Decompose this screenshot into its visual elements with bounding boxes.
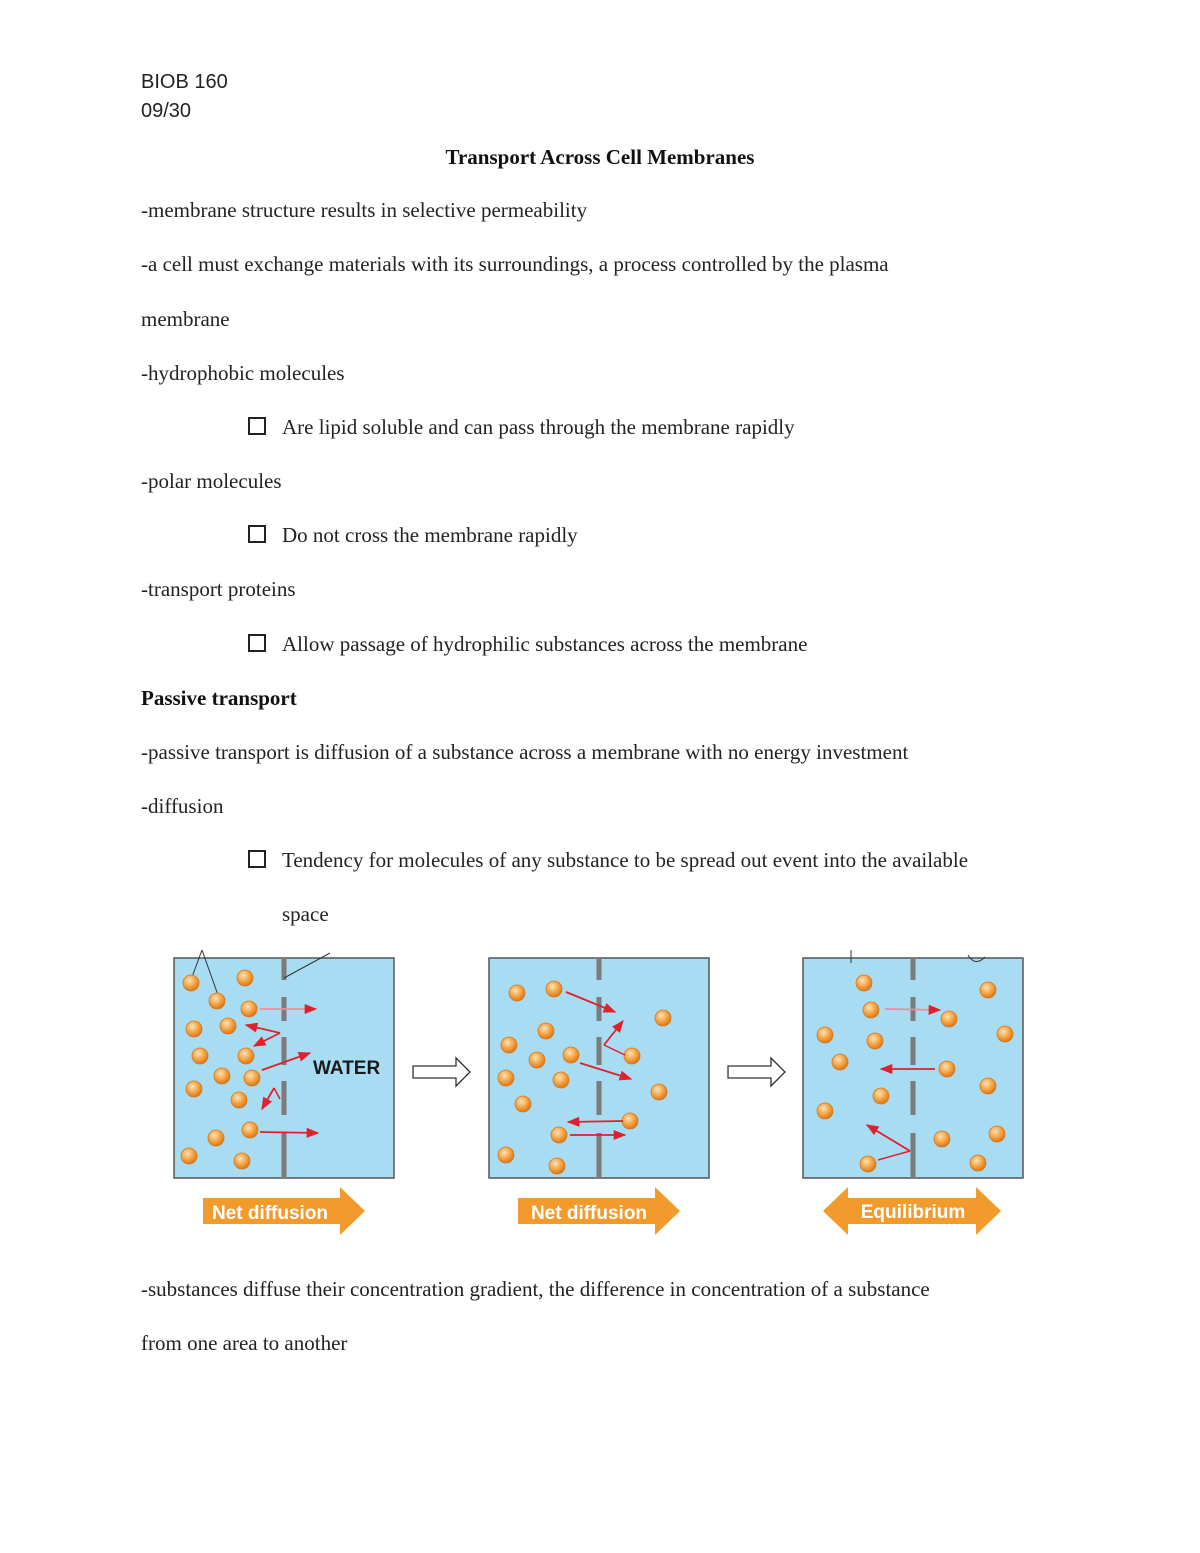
checkbox-bullet-icon (248, 525, 266, 543)
water-label: WATER (313, 1058, 381, 1079)
note-line: -substances diffuse their concentration gradient, the difference in concentration of a substance (141, 1277, 930, 1301)
course-code: BIOB 160 (141, 71, 228, 93)
page-title: Transport Across Cell Membranes (445, 145, 755, 169)
panel-initial (174, 950, 394, 1178)
note-line: -diffusion (141, 794, 224, 818)
transition-arrow-icon (413, 1058, 470, 1086)
bullet-item (248, 632, 807, 657)
bullet-text: Do not cross the membrane rapidly (282, 523, 578, 547)
note-line: -membrane structure results in selective permeability (141, 198, 588, 222)
note-date: 09/30 (141, 100, 192, 122)
panel-intermediate (489, 958, 709, 1178)
checkbox-bullet-icon (248, 417, 266, 435)
net-diffusion-arrow-2 (518, 1187, 680, 1235)
note-line: -a cell must exchange materials with its surroundings, a process controlled by the plasma (141, 252, 889, 276)
bullet-continuation: space (282, 902, 329, 926)
bullet-text: Allow passage of hydrophilic substances across the membrane (282, 632, 808, 656)
bullet-text: Tendency for molecules of any substance to be spread out event into the available (282, 848, 969, 872)
diffusion-figure (170, 945, 1030, 1245)
net-diffusion-label: Net diffusion (530, 1203, 648, 1224)
checkbox-bullet-icon (248, 850, 266, 868)
note-line: -passive transport is diffusion of a substance across a membrane with no energy investment (141, 740, 909, 764)
bullet-item (248, 848, 968, 873)
bullet-item (248, 523, 578, 548)
note-line: -polar molecules (141, 469, 282, 493)
section-heading: Passive transport (141, 686, 297, 710)
checkbox-bullet-icon (248, 634, 266, 652)
net-diffusion-label: Net diffusion (211, 1203, 329, 1224)
panel-equilibrium (803, 950, 1023, 1178)
equilibrium-label: Equilibrium (860, 1202, 966, 1223)
bullet-text: Are lipid soluble and can pass through the membrane rapidly (282, 415, 795, 439)
transition-arrow-icon (728, 1058, 785, 1086)
note-line: membrane (141, 307, 230, 331)
note-line: -hydrophobic molecules (141, 361, 345, 385)
note-line: -transport proteins (141, 577, 296, 601)
bullet-item (248, 415, 795, 440)
net-diffusion-arrow-1 (203, 1187, 365, 1235)
equilibrium-arrow (823, 1187, 1001, 1235)
note-line: from one area to another (141, 1331, 348, 1355)
